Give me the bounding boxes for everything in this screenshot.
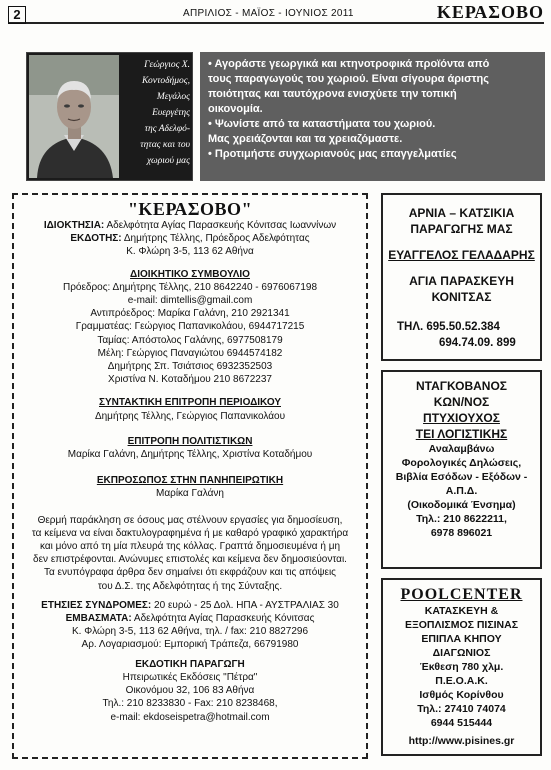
- caption-line: της Αδελφό-: [144, 124, 190, 134]
- notice-line: Θερμή παράκληση σε όσους μας στέλνουν εργασίες για δημοσίευση,: [37, 514, 343, 526]
- submission-notice: [14, 514, 366, 593]
- board-member: Πρόεδρος: Δημήτρης Τέλλης, 210 8642240 - 6976067198: [62, 281, 318, 293]
- federation-rep-heading: ΕΚΠΡΟΣΩΠΟΣ ΣΤΗΝ ΠΑΝΗΠΕΙΡΩΤΙΚΗ: [96, 475, 284, 487]
- notice-line: • Ψωνίστε από τα καταστήματα του χωριού.: [208, 118, 436, 130]
- ad-advertiser-name: ΝΤΑΓΚΟΒΑΝΟΣ: [416, 379, 507, 393]
- ad-poolcenter: [381, 578, 542, 756]
- ad-advertiser-name: ΚΩΝ/ΝΟΣ: [433, 395, 490, 409]
- imprint-title: "ΚΕΡΑΣΟΒΟ": [127, 199, 253, 219]
- board-heading: ΔΙΟΙΚΗΤΙΚΟ ΣΥΜΒΟΥΛΙΟ: [130, 268, 250, 280]
- notice-line: του Δ.Σ. της Αδελφότητας ή της Σύνταξης.: [97, 580, 283, 592]
- ad-phone: ΤΗΛ. 695.50.52.384: [397, 321, 500, 333]
- ad-location: Έκθεση 780 χλμ.: [419, 661, 504, 673]
- notice-line: οικονομία.: [208, 103, 263, 115]
- remittance-address: Κ. Φλώρη 3-5, 113 62 Αθήνα, τηλ. / fax: 210 8827296: [71, 626, 308, 638]
- board-member: Μέλη: Γεώργιος Παναγιώτου 6944574182: [97, 347, 283, 359]
- cultural-heading: ΕΠΙΤΡΟΠΗ ΠΟΛΙΤΙΣΤΙΚΩΝ: [127, 435, 253, 447]
- ad-advertiser-name: ΕΥΑΓΓΕΛΟΣ ΓΕΛΑΔΑΡΗΣ: [388, 248, 535, 262]
- caption-line: Ευεργέτης: [152, 108, 190, 118]
- subscriptions-line: ΕΤΗΣΙΕΣ ΣΥΝΔΡΟΜΕΣ: 20 ευρώ - 25 Δολ. ΗΠΑ - ΑΥΣΤΡΑΛΙΑΣ 30: [41, 599, 339, 611]
- board-member: Δημήτρης Σπ. Τσιάτσιος 6932352503: [107, 361, 273, 373]
- board-member: Γραμματέας: Γεώργιος Παπανικολάου, 6944717215: [75, 321, 305, 333]
- portrait-illustration: [29, 55, 119, 178]
- ad-phone: 694.74.09. 899: [439, 337, 516, 349]
- notice-line: • Αγοράστε γεωργικά και κτηνοτροφικά προϊόντα από: [208, 58, 490, 70]
- ad-service-line: ΔΙΑΓΩΝΙΟΣ: [432, 647, 491, 659]
- board-member: Ταμίας: Απόστολος Γαλάνης, 6977508179: [97, 334, 283, 346]
- notice-line: και μόνο από τη μία πλευρά της κόλλας. Γραπτά δημοσιευμένα ή μη: [39, 541, 341, 553]
- notice-line: • Προτιμήστε συγχωριανούς μας επαγγελματίες: [208, 148, 457, 160]
- ad-headline: ΑΡΝΙΑ – ΚΑΤΣΙΚΙΑ: [408, 206, 515, 220]
- ad-service-line: Αναλαμβάνω: [428, 443, 495, 455]
- photo-caption: [121, 57, 193, 169]
- ad-service-line: Α.Π.Δ.: [445, 485, 478, 497]
- ad-headline: ΠΑΡΑΓΩΓΗΣ ΜΑΣ: [410, 222, 513, 236]
- production-line: Ηπειρωτικές Εκδόσεις "Πέτρα": [122, 671, 258, 683]
- ad-phone: 6944 515444: [430, 717, 493, 729]
- ad-service-line: ΚΑΤΑΣΚΕΥΗ &: [424, 605, 499, 617]
- production-line: Οικονόμου 32, 106 83 Αθήνα: [125, 685, 255, 697]
- newspaper-masthead: ΚΕΡΑΣΟΒΟ: [436, 2, 544, 22]
- caption-line: Γεώργιος Χ.: [144, 60, 190, 70]
- ad-service-line: Βιβλία Εσόδων - Εξόδων -: [395, 471, 528, 483]
- notice-line: ποιότητας και ταυτόχρονα ενισχύετε την τοπική: [208, 88, 457, 100]
- ad-livestock: [381, 193, 542, 361]
- notice-line: τα κείμενα να είναι δακτυλογραφημένα ή με καθαρό γραφικό χαρακτήρα: [31, 527, 349, 539]
- caption-line: Κοντοδήμος,: [141, 76, 190, 86]
- production-email: e-mail: ekdoseispetra@hotmail.com: [110, 711, 270, 723]
- ad-accountant: [381, 370, 542, 569]
- benefactor-portrait-image: [29, 55, 119, 178]
- notice-line: τους παραγωγούς του χωριού. Είναι σίγουρα άριστης: [208, 73, 489, 85]
- benefactor-photo-box: [26, 52, 193, 181]
- notice-line: Τα ενυπόγραφα άρθρα δεν σημαίνει ότι εκφράζουν και τις απόψεις: [43, 567, 337, 579]
- ad-location: ΑΓΙΑ ΠΑΡΑΣΚΕΥΗ: [409, 274, 514, 288]
- editorial-heading: ΣΥΝΤΑΚΤΙΚΗ ΕΠΙΤΡΟΠΗ ΠΕΡΙΟΔΙΚΟΥ: [98, 397, 281, 409]
- ad-location: ΚΟΝΙΤΣΑΣ: [431, 290, 492, 304]
- issue-date: ΑΠΡΙΛΙΟΣ - ΜΑΪΟΣ - ΙΟΥΝΙΟΣ 2011: [183, 8, 354, 19]
- publisher-address: Κ. Φλώρη 3-5, 113 62 Αθήνα: [126, 246, 254, 258]
- caption-line: χωριού μας: [147, 156, 190, 166]
- ad-qualification: ΤΕΙ ΛΟΓΙΣΤΙΚΗΣ: [415, 427, 508, 441]
- caption-line: Μεγάλος: [156, 92, 190, 102]
- page-number: 2: [8, 6, 26, 24]
- bank-account: Αρ. Λογαριασμού: Εμπορική Τράπεζα, 66791980: [81, 639, 299, 651]
- ad-service-line: (Οικοδομικά Ένσημα): [407, 499, 516, 511]
- notice-line: Μας χρειάζονται και τα χρειαζόμαστε.: [208, 133, 403, 145]
- notice-line: δεν επιστρέφονται. Ανώνυμες επιστολές και κείμενα δεν δημοσιεύονται.: [33, 554, 347, 566]
- ad-location: Π.Ε.Ο.Α.Κ.: [435, 675, 488, 687]
- caption-line: τητας και του: [140, 140, 190, 150]
- ad-service-line: ΕΠΙΠΛΑ ΚΗΠΟΥ: [421, 633, 502, 645]
- ad-phone: Τηλ.: 210 8622211,: [416, 513, 507, 525]
- cultural-members: Μαρίκα Γαλάνη, Δημήτρης Τέλλης, Χριστίνα Κοταδήμου: [67, 449, 313, 461]
- ad-phone: 6978 896021: [430, 527, 493, 539]
- ad-service-line: Φορολογικές Δηλώσεις,: [401, 457, 522, 469]
- publisher-line: ΕΚΔΟΤΗΣ: Δημήτρης Τέλλης, Πρόεδρος Αδελφότητας: [70, 233, 310, 245]
- ad-website-link[interactable]: http://www.pisines.gr: [408, 735, 515, 747]
- board-member: Αντιπρόεδρος: Μαρίκα Γαλάνη, 210 2921341: [90, 308, 290, 320]
- ad-service-line: ΕΞΟΠΛΙΣΜΟΣ ΠΙΣΙΝΑΣ: [404, 619, 519, 631]
- production-heading: ΕΚΔΟΤΙΚΗ ΠΑΡΑΓΩΓΗ: [135, 658, 245, 670]
- board-member: Χριστίνα Ν. Κοταδήμου 210 8672237: [108, 374, 272, 386]
- production-line: Τηλ.: 210 8233830 - Fax: 210 8238468,: [102, 698, 278, 710]
- imprint-box: [12, 193, 368, 759]
- remittances-line: ΕΜΒΑΣΜΑΤΑ: Αδελφότητα Αγίας Παρασκευής Κόνιτσας: [65, 613, 315, 625]
- federation-rep: Μαρίκα Γαλάνη: [156, 488, 224, 500]
- ad-brand-name: POOLCENTER: [400, 586, 523, 603]
- ad-qualification: ΠΤΥΧΙΟΥΧΟΣ: [423, 411, 500, 425]
- board-email: e-mail: dimtellis@gmail.com: [127, 295, 253, 307]
- ownership-line: ΙΔΙΟΚΤΗΣΙΑ: Αδελφότητα Αγίας Παρασκευής Κόνιτσας Ιωαννίνων: [43, 220, 337, 231]
- ad-location: Ισθμός Κορίνθου: [419, 689, 504, 701]
- ad-phone: Τηλ.: 27410 74074: [417, 703, 506, 715]
- buy-local-notice: [200, 52, 545, 181]
- page-header: [8, 4, 544, 24]
- editorial-members: Δημήτρης Τέλλης, Γεώργιος Παπανικολάου: [94, 410, 286, 422]
